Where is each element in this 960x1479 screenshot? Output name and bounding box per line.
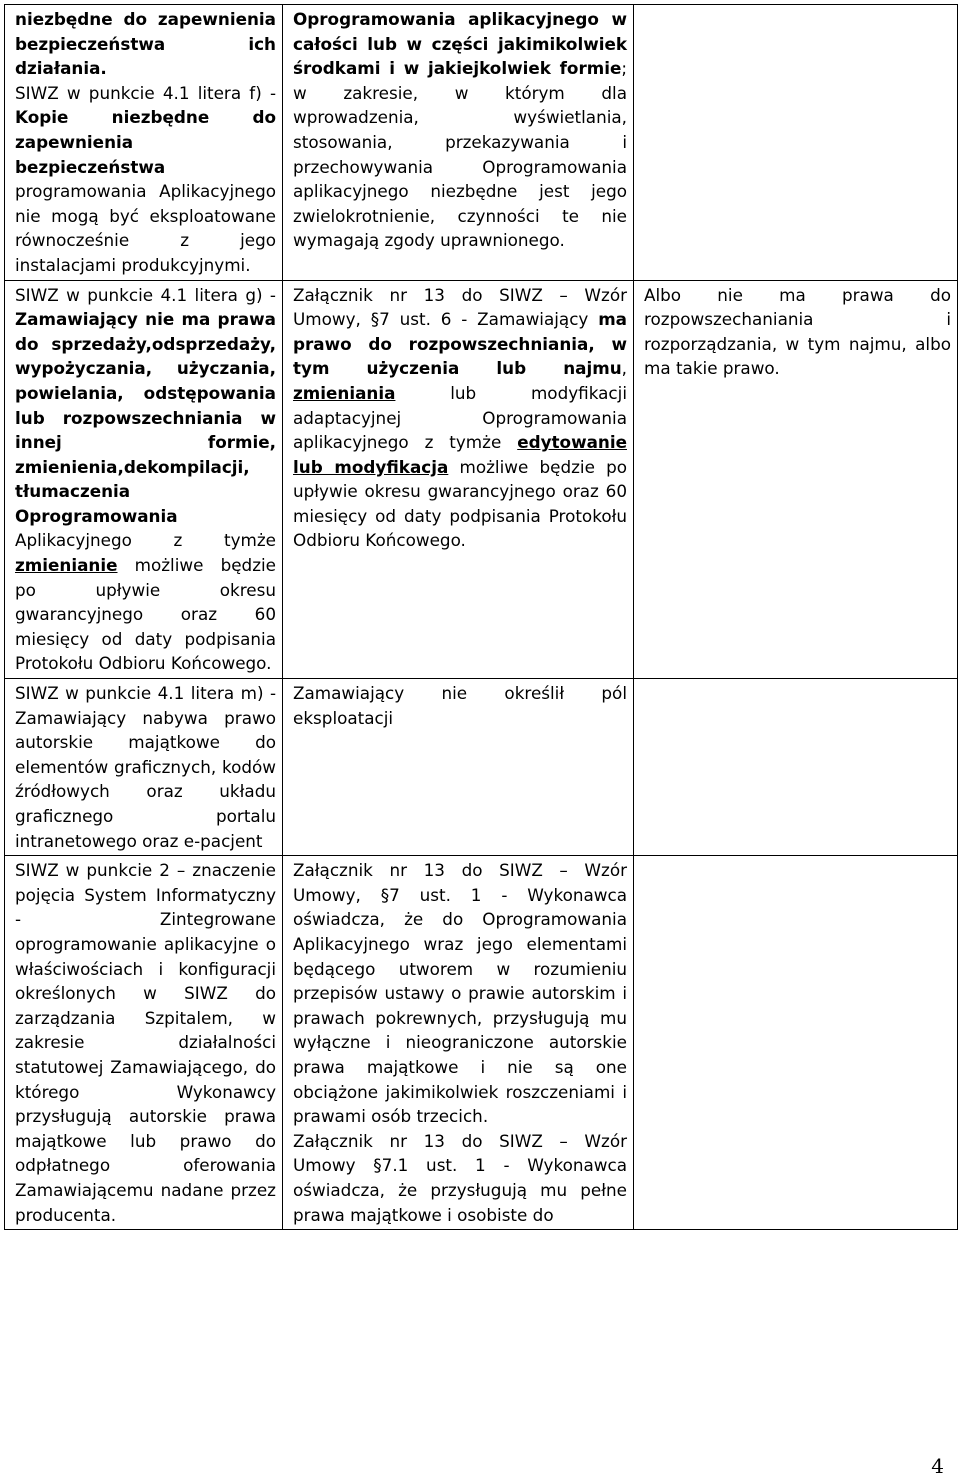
page-number: 4	[931, 1454, 944, 1478]
text-run: ; w zakresie, w którym dla wprowadzenia, wyświetlania, stosowania, przekazywania i przechowywania Oprogramowania aplikacyjnego niezbędne jest jego zwielokrotnienie, czynności te nie wymagają zgody uprawnionego.	[293, 58, 627, 251]
cell-text	[293, 858, 627, 1129]
table-row	[5, 280, 958, 679]
text-run: lub modyfikacji adaptacyjnej Oprogramowania aplikacyjnego z tymże	[293, 382, 627, 453]
cell-umowa	[283, 856, 634, 1230]
text-run: możliwe będzie po upływie okresu gwarancyjnego oraz 60 miesięcy od daty podpisania Protokołu Odbioru Końcowego.	[293, 456, 627, 551]
cell-text	[293, 681, 627, 730]
cell-umowa	[283, 5, 634, 281]
cell-siwz	[5, 679, 283, 856]
cell-text	[15, 681, 276, 853]
text-run: Załącznik nr 13 do SIWZ – Wzór Umowy, §7 ust. 1 - Wykonawca oświadcza, że do Oprogramowania Aplikacyjnego wraz jego elementami będącego utworem w rozumieniu przepisów ustawy o prawie autorskim i prawach pokrewnych, przysługują mu wyłączne i nieograniczone autorskie prawa majątkowe i nie są one obciążone jakimikolwiek roszczeniami i prawami osób trzecich.	[293, 860, 627, 1127]
text-run: możliwe będzie po upływie okresu gwarancyjnego oraz 60 miesięcy od daty podpisania Protokołu Odbioru Końcowego.	[15, 555, 276, 674]
cell-text	[293, 7, 627, 253]
cell-siwz	[5, 856, 283, 1230]
cell-comment	[634, 5, 958, 281]
text-run: edytowanie lub modyfikacja	[293, 432, 627, 477]
text-run: SIWZ w punkcie 4.1 litera g) -	[15, 284, 276, 305]
text-run: Kopie niezbędne do zapewnienia bezpieczeństwa	[15, 107, 276, 177]
text-run: Zamawiający nie określił pól eksploatacji	[293, 683, 627, 728]
cell-text	[15, 81, 276, 278]
text-run: zmienianie	[15, 555, 118, 576]
text-run: Albo nie ma prawa do rozpowszechaniania i rozporządzania, w tym najmu, albo ma takie prawo.	[644, 284, 951, 379]
text-run: programowania Aplikacyjnego nie mogą być eksploatowane równocześnie z jego instalacjami produkcyjnymi.	[15, 181, 276, 275]
text-run: Załącznik nr 13 do SIWZ – Wzór Umowy §7.1 ust. 1 - Wykonawca oświadcza, że przysługują mu pełne prawa majątkowe i osobiste do	[293, 1130, 627, 1225]
table-row	[5, 679, 958, 856]
text-run: SIWZ w punkcie 4.1 litera f) -	[15, 82, 276, 103]
cell-text	[15, 858, 276, 1227]
cell-comment	[634, 280, 958, 679]
text-run: ma prawo do rozpowszechniania, w tym użyczenia lub najmu	[293, 309, 627, 379]
table-row	[5, 5, 958, 281]
text-run: Zamawiający nie ma prawa do sprzedaży,odsprzedaży, wypożyczania, użyczania, powielania, odstępowania lub rozpowszechniania w innej formie, zmienienia,dekompilacji, tłumaczenia Oprogramowania	[15, 309, 276, 526]
cell-text	[293, 1129, 627, 1227]
cell-text	[15, 7, 276, 81]
table-row	[5, 856, 958, 1230]
cell-umowa	[283, 679, 634, 856]
cell-siwz	[5, 5, 283, 281]
cell-umowa	[283, 280, 634, 679]
text-run: zmieniania	[293, 382, 396, 403]
document-table	[4, 4, 958, 1230]
text-run: Oprogramowania aplikacyjnego w całości lub w części jakimikolwiek środkami i w jakiejkolwiek formie	[293, 9, 627, 79]
cell-siwz	[5, 280, 283, 679]
cell-text	[644, 283, 951, 381]
text-run: Aplikacyjnego z tymże	[15, 530, 276, 551]
text-run: ,	[621, 358, 627, 379]
text-run: Załącznik nr 13 do SIWZ – Wzór Umowy, §7 ust. 6 - Zamawiający	[293, 284, 627, 330]
cell-text	[293, 283, 627, 554]
cell-comment	[634, 679, 958, 856]
text-run: SIWZ w punkcie 4.1 litera m) - Zamawiający nabywa prawo autorskie majątkowe do elementów graficznych, kodów źródłowych oraz układu graficznego portalu intranetowego oraz e-pacjent	[15, 683, 276, 851]
text-run: niezbędne do zapewnienia bezpieczeństwa ich działania.	[15, 9, 276, 79]
cell-comment	[634, 856, 958, 1230]
cell-text	[15, 283, 276, 677]
text-run: SIWZ w punkcie 2 – znaczenie pojęcia System Informatyczny - Zintegrowane oprogramowanie aplikacyjne o właściwościach i konfiguracji określonych w SIWZ do zarządzania Szpitalem, w zakresie działalności statutowej Zamawiającego, do którego Wykonawcy przysługują autorskie prawa majątkowe lub prawo do odpłatnego oferowania Zamawiającemu nadane przez producenta.	[15, 860, 276, 1225]
